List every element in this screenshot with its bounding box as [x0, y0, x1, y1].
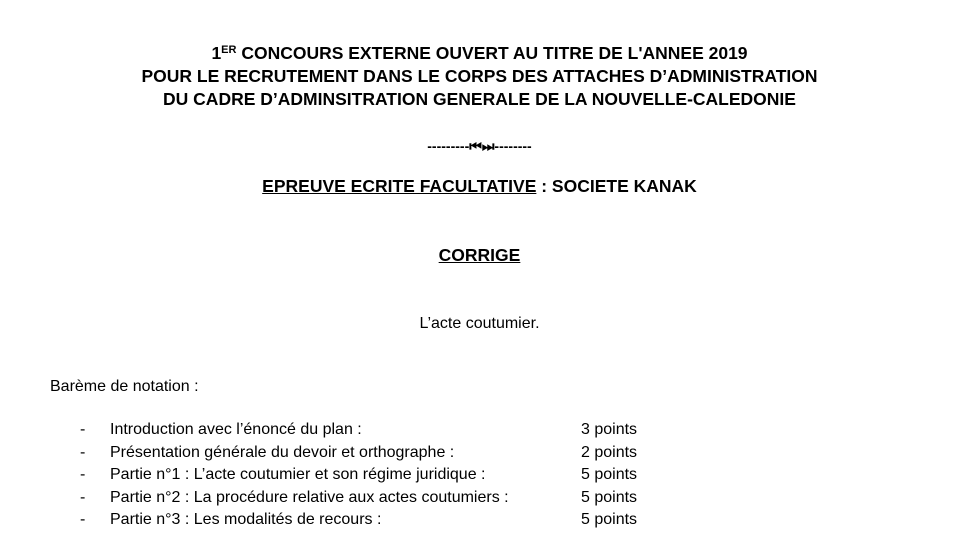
- list-bullet: -: [80, 488, 86, 506]
- separator: ---------⏮⏭--------: [427, 138, 532, 154]
- epreuve-title-rest: : SOCIETE KANAK: [536, 176, 697, 196]
- list-item-points: 2 points: [581, 443, 638, 461]
- bareme-list: [0, 419, 959, 532]
- list-item: [0, 442, 959, 465]
- subject-line: L’acte coutumier.: [419, 315, 540, 332]
- list-item-label: Présentation générale du devoir et orthographe :: [110, 443, 455, 461]
- list-item-label: Partie n°2 : La procédure relative aux actes coutumiers :: [110, 488, 509, 506]
- header-line-1-text: CONCOURS EXTERNE OUVERT AU TITRE DE L'ANNEE 2019: [236, 43, 748, 63]
- list-item-label: Introduction avec l’énoncé du plan :: [110, 421, 362, 438]
- header-line-1: [0, 42, 959, 65]
- header-line-1-prefix: 1: [211, 43, 222, 63]
- list-item-points: 3 points: [581, 421, 638, 438]
- list-item-points: 5 points: [581, 511, 638, 528]
- list-bullet: -: [80, 466, 86, 483]
- document-header: [0, 42, 959, 111]
- header-line-2: POUR LE RECRUTEMENT DANS LE CORPS DES ATTACHES D’ADMINISTRATION: [141, 66, 818, 86]
- list-item-points: 5 points: [581, 488, 638, 506]
- corrige-heading: CORRIGE: [438, 245, 521, 265]
- list-item: [0, 464, 959, 487]
- list-bullet: -: [80, 443, 86, 461]
- list-item: [0, 419, 959, 442]
- list-item-points: 5 points: [581, 466, 638, 483]
- header-line-1-superscript: ER: [221, 44, 237, 56]
- list-bullet: -: [80, 421, 86, 438]
- list-bullet: -: [80, 511, 86, 528]
- bareme-title: Barème de notation :: [50, 378, 199, 395]
- epreuve-title-underlined: EPREUVE ECRITE FACULTATIVE: [262, 176, 537, 196]
- list-item-label: Partie n°1 : L’acte coutumier et son régime juridique :: [110, 466, 486, 483]
- header-line-3: DU CADRE D’ADMINSITRATION GENERALE DE LA NOUVELLE-CALEDONIE: [163, 89, 796, 109]
- epreuve-title: [0, 175, 959, 198]
- list-item: [0, 487, 959, 510]
- list-item: [0, 509, 959, 532]
- list-item-label: Partie n°3 : Les modalités de recours :: [110, 511, 382, 528]
